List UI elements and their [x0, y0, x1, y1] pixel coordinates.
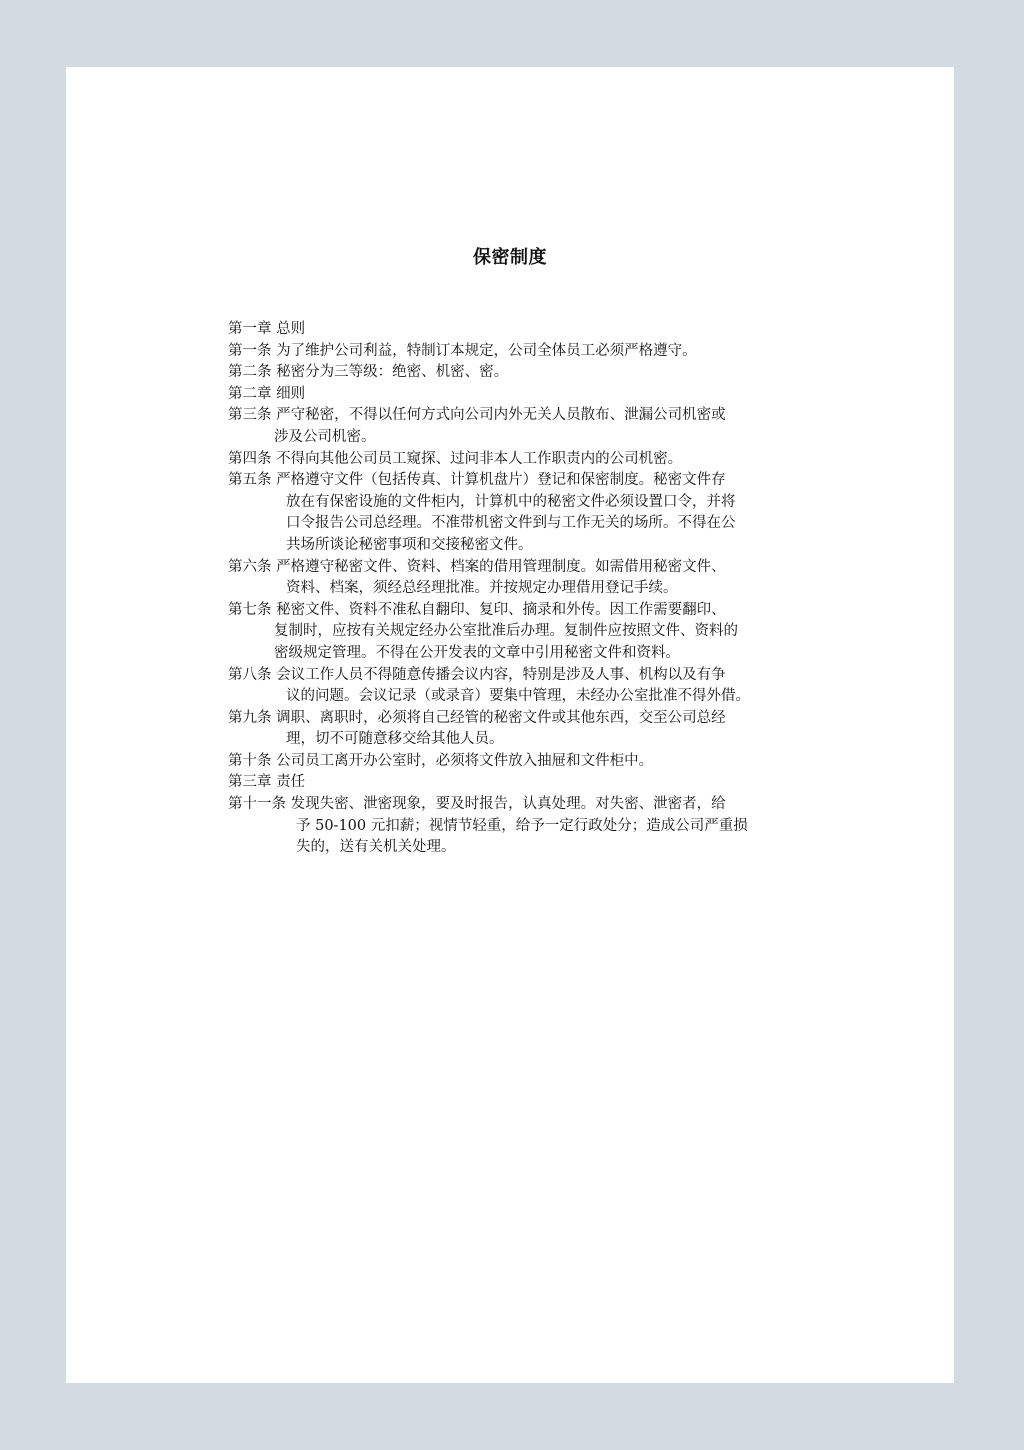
document-body: [228, 319, 802, 859]
text-line: 口令报告公司总经理。不准带机密文件到与工作无关的场所。不得在公: [286, 515, 736, 532]
text-line: 理，切不可随意移交给其他人员。: [286, 731, 504, 748]
text-line: 第二章 细则: [228, 385, 306, 402]
text-line: 密级规定管理。不得在公开发表的文章中引用秘密文件和资料。: [274, 644, 680, 661]
paragraph: [228, 708, 802, 751]
text-line: 第十一条 发现失密、泄密现象，要及时报告，认真处理。对失密、泄密者，给: [228, 796, 726, 813]
text-line: 失的，送有关机关处理。: [296, 839, 456, 856]
text-line: 第四条 不得向其他公司员工窥探、过问非本人工作职责内的公司机密。: [228, 450, 683, 467]
text-line: 第九条 调职、离职时，必须将自己经管的秘密文件或其他东西，交至公司总经: [228, 709, 726, 726]
paragraph: [228, 319, 802, 341]
paragraph: [228, 557, 802, 600]
paragraph: [228, 405, 802, 448]
paragraph: [228, 449, 802, 471]
text-line: 涉及公司机密。: [274, 428, 376, 445]
text-line: 放在有保密设施的文件柜内，计算机中的秘密文件必须设置口令，并将: [286, 493, 736, 510]
text-line: 第三章 责任: [228, 774, 306, 791]
text-line: 第七条 秘密文件、资料不准私自翻印、复印、摘录和外传。因工作需要翻印、: [228, 601, 726, 618]
text-line: 第十条 公司员工离开办公室时，必须将文件放入抽屉和文件柜中。: [228, 752, 654, 769]
paragraph: [228, 341, 802, 363]
text-line: 第一章 总则: [228, 321, 306, 337]
paragraph: [228, 600, 802, 665]
text-line: 予 50-100 元扣薪；视情节轻重，给予一定行政处分；造成公司严重损: [296, 817, 748, 834]
text-line: 第八条 会议工作人员不得随意传播会议内容，特别是涉及人事、机构以及有争: [228, 666, 726, 683]
text-line: 议的问题。会议记录（或录音）要集中管理，未经办公室批准不得外借。: [286, 688, 750, 705]
paragraph: [228, 362, 802, 384]
text-line: 资料、档案，须经总经理批准。并按规定办理借用登记手续。: [286, 580, 678, 597]
text-line: 第三条 严守秘密，不得以任何方式向公司内外无关人员散布、泄漏公司机密或: [228, 407, 726, 424]
text-line: 第五条 严格遵守文件（包括传真、计算机盘片）登记和保密制度。秘密文件存: [228, 472, 726, 489]
text-line: 第二条 秘密分为三等级：绝密、机密、密。: [228, 364, 509, 381]
text-line: 第一条 为了维护公司利益，特制订本规定，公司全体员工必须严格遵守。: [228, 342, 697, 359]
text-line: 第六条 严格遵守秘密文件、资料、档案的借用管理制度。如需借用秘密文件、: [228, 558, 726, 575]
document-page: [66, 67, 954, 1383]
text-line: 复制时，应按有关规定经办公室批准后办理。复制件应按照文件、资料的: [274, 623, 738, 640]
paragraph: [228, 470, 802, 556]
paragraph: [228, 794, 802, 859]
document-title: 保密制度: [473, 247, 547, 268]
paragraph: [228, 384, 802, 406]
paragraph: [228, 751, 802, 773]
paragraph: [228, 772, 802, 794]
paragraph: [228, 665, 802, 708]
text-line: 共场所谈论秘密事项和交接秘密文件。: [286, 536, 533, 553]
